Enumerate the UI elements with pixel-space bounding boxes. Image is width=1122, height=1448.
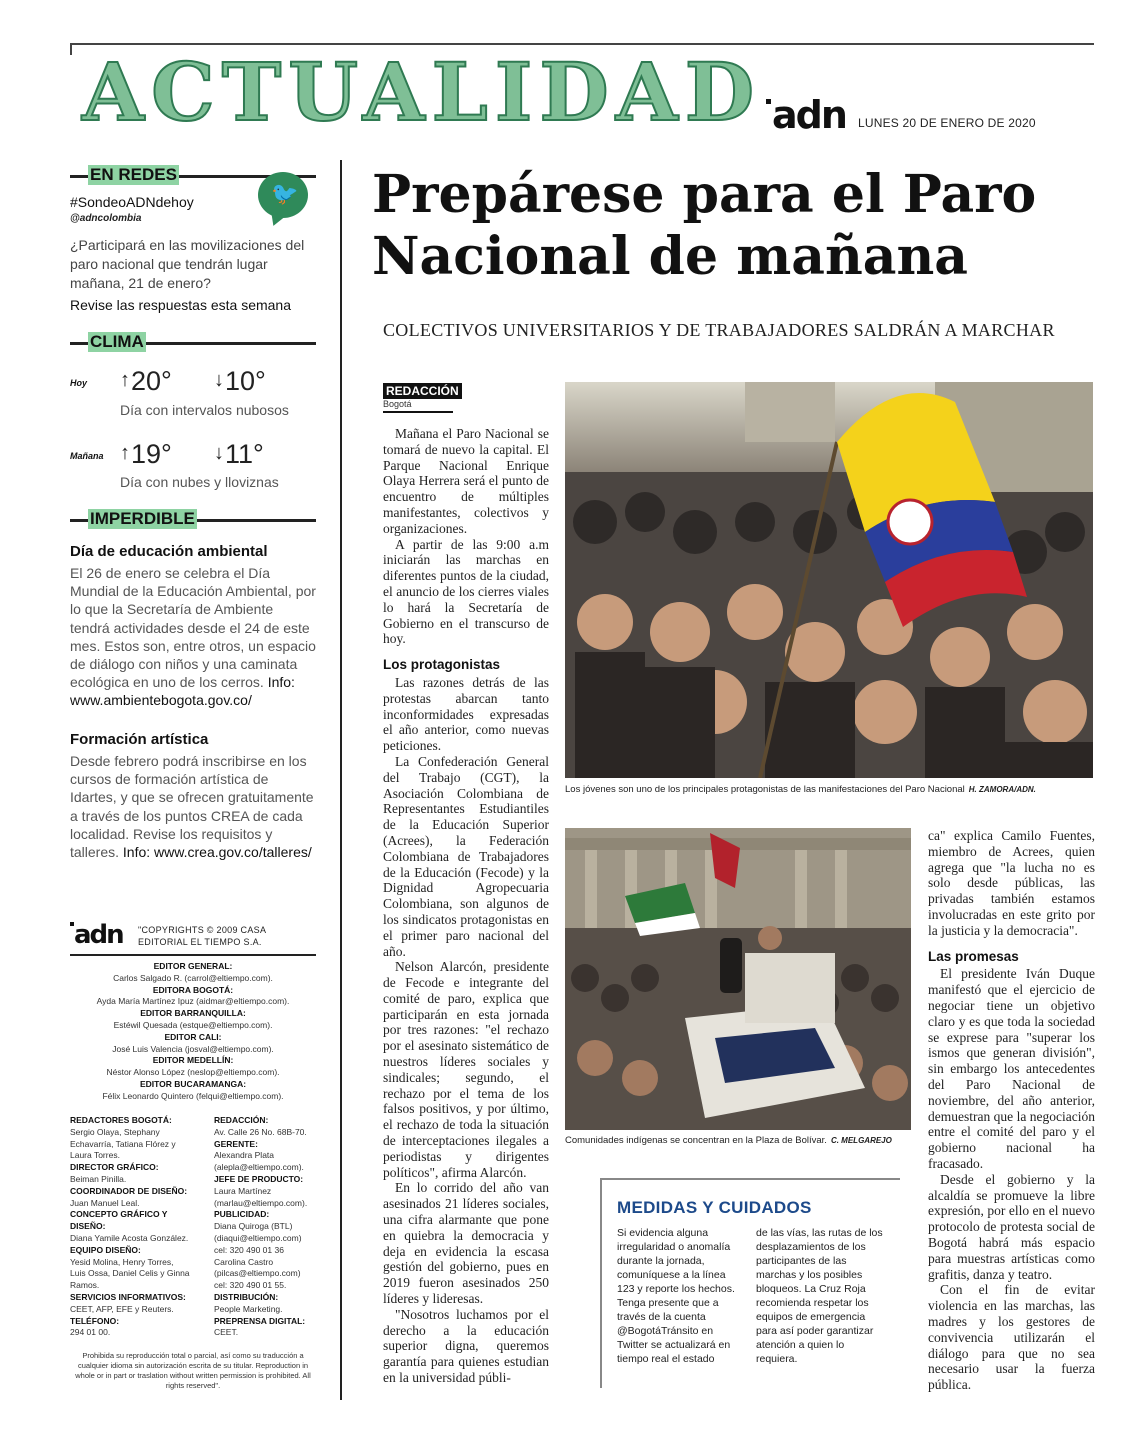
editors-list: EDITOR GENERAL: Carlos Salgado R. (carrol@eltiempo.com). EDITORA BOGOTÁ: Ayda María Martínez Ipuz (aidmar@eltiempo.com). EDITOR BARRANQUILLA: Estéwil Quesada (estque@eltiempo.com). EDITOR CALI: José Luis Valencia (josval@eltiempo.com). EDITOR MEDELLÍN: Néstor Alonso López (neslop@eltiempo.com). EDITOR BUCARAMANGA: Félix Leonardo Quintero (felqui@eltiempo.com). — [96, 961, 290, 1101]
byline-author: REDACCIÓN — [383, 383, 462, 399]
article-column-3 — [928, 828, 1095, 1393]
twitter-icon: 🐦 — [258, 172, 308, 218]
protest-photo-youth — [565, 382, 1093, 778]
brand-logo: adn — [766, 96, 846, 134]
arrow-up-icon: ↑ — [120, 442, 130, 464]
article-paragraph: Las razones detrás de las protestas abarcan tanto inconformidades expresadas el año anterior, como nuevas peticiones. — [383, 674, 549, 754]
article-paragraph: Con el fin de evitar violencia en las marchas, las madres y los gestores de convivencia utilizarán el diálogo para que no sea necesario usar la fuerza pública. — [928, 1282, 1095, 1393]
staff-list-left: REDACTORES BOGOTÁ: Sergio Olaya, Stephany Echavarría, Tatiana Flórez y Laura Torres. DIRECTOR GRÁFICO: Beiman Pinilla. COORDINADOR DE DISEÑO: Juan Manuel Leal. CONCEPTO GRÁFICO Y DISEÑO: Diana Yamile Acosta González. EQUIPO DISEÑO: Yesid Molina, Henry Torres, Luis Ossa, Daniel Celis y Ginna Ramos. SERVICIOS INFORMATIVOS: CEET, AFP, EFE y Reuters. TELÉFONO: 294 01 00. — [70, 1115, 190, 1338]
poll-hashtag[interactable]: #SondeoADNdehoy — [70, 194, 194, 210]
tips-box — [600, 1178, 900, 1388]
protest-photo-plaza — [565, 828, 911, 1130]
en-redes-label: EN REDES — [70, 166, 316, 186]
poll-question: ¿Participará en las movilizaciones del paro nacional que tendrán lugar mañana, 21 de enero? — [70, 237, 305, 291]
byline-rule — [383, 411, 453, 413]
article-column-1 — [383, 426, 549, 1386]
weather-max-today: ↑20° — [120, 366, 172, 396]
section-title: ACTUALIDAD — [82, 45, 762, 139]
tips-box-column-2: de las vías, las rutas de los desplazamientos de los participantes de las marchas y los posibles bloqueos. La Cruz Roja recomienda respetar los equipos de emergencia para así poder garantizar atención a quien lo requiera. — [756, 1227, 883, 1365]
weather-day-today: Hoy — [70, 378, 88, 388]
weather-desc-tomorrow: Día con nubes y lloviznas — [120, 474, 279, 490]
photo2-credit: C. MELGAREJO — [830, 1136, 892, 1145]
weather-max-tomorrow: ↑19° — [120, 439, 172, 469]
arrow-down-icon: ↓ — [214, 369, 224, 391]
article-paragraph: Nelson Alarcón, presidente de Fecode e integrante del comité de paro, explica que participarán en esta jornada por tres razones: "el rechazo por el asesinato sistemático de nuestros líderes sociales y sindicales; segundo, el rechazo por el tema de los falsos positivos, y por último, el rechazo de toda la situación de interceptaciones ilegales a periodistas y dirigentes políticos", afirma Alarcón. — [383, 959, 549, 1180]
tips-box-title: MEDIDAS Y CUIDADOS — [617, 1198, 812, 1217]
event-title: Día de educación ambiental — [70, 543, 268, 560]
article-headline: Prepárese para el Paro Nacional de mañana — [372, 164, 1037, 287]
staff-divider — [70, 954, 316, 956]
article-paragraph: Mañana el Paro Nacional se tomará de nuevo la capital. El Parque Nacional Enrique Olaya Herrera será el punto de encuentro de múltiples manifestantes, colectivos y organizaciones. — [383, 426, 549, 536]
protest-crowd-image — [565, 382, 1093, 778]
article-paragraph: ca" explica Camilo Fuentes, miembro de Acrees, quien agrega que "la lucha no es solo desde públicas, las privadas también estamos involucradas en este grito por la justicia y la democracia". — [928, 828, 1095, 938]
publication-date: LUNES 20 DE ENERO DE 2020 — [858, 116, 1036, 130]
byline-city: Bogotá — [383, 399, 412, 409]
clima-label: CLIMA — [70, 333, 316, 353]
article-subheading: Las promesas — [928, 948, 1019, 964]
arrow-down-icon: ↓ — [214, 442, 224, 464]
twitter-handle[interactable]: @adncolombia — [70, 213, 142, 224]
tips-box-column-1: Si evidencia alguna irregularidad o anomalía durante la jornada, comuníquese a la línea 123 y reporte los hechos. Tenga presente que a través de la cuenta @BogotáTránsito en Twitter se actualizará en tiempo real el estado — [617, 1227, 735, 1365]
event-body: El 26 de enero se celebra el Día Mundial de la Educación Ambiental, por lo que la Secretaría de Ambiente tendrá actividades desde el 24 de este mes. Estos son, entre otros, un espacio de diálogo con niños y una caminata ecológica en uno de los cerros. Info: www.ambientebogota.gov.co/ — [70, 565, 316, 709]
article-paragraph: En lo corrido del año van asesinados 21 líderes sociales, una cifra alarmante que pone en quiebra la democracia y deja en evidencia la escasa gestión del gobierno, pues en 2019 fueron asesinados 250 líderes y lideresas. — [383, 1180, 549, 1307]
photo1-caption: Los jóvenes son uno de los principales protagonistas de las manifestaciones del Paro Nacional H. ZAMORA/ADN. — [565, 784, 1036, 795]
plaza-crowd-image — [565, 828, 911, 1130]
photo1-credit: H. ZAMORA/ADN. — [968, 785, 1036, 794]
top-rule-tick — [70, 43, 72, 55]
event-body: Desde febrero podrá inscribirse en los cursos de formación artística de Idartes, y que se ofrecen gratuitamente a través de los puntos CREA de cada localidad. Revise los requisitos y talleres. Info: www.crea.gov.co/talleres/ — [70, 753, 314, 861]
weather-day-tomorrow: Mañana — [70, 451, 104, 461]
article-paragraph: A partir de las 9:00 a.m iniciarán las marchas en diferentes puntos de la ciudad, el anuncio de los cierres viales lo hará la Secretaría de Gobierno en el transcurso de hoy. — [383, 536, 549, 647]
poll-cta: Revise las respuestas esta semana — [70, 297, 291, 313]
legal-notice: Prohibida su reproducción total o parcial, así como su traducción a cualquier idioma sin autorización escrita de su titular. Reproduction in whole or in part or traslation without written permission is prohibited. All rights reserved". — [75, 1351, 311, 1390]
arrow-up-icon: ↑ — [120, 369, 130, 391]
weather-desc-today: Día con intervalos nubosos — [120, 402, 289, 418]
event-info-link[interactable]: Info: www.ambientebogota.gov.co/ — [70, 674, 295, 709]
copyright-notice: "COPYRIGHTS © 2009 CASA EDITORIAL EL TIEMPO S.A. — [138, 925, 266, 947]
article-paragraph: "Nosotros luchamos por el derecho a la educación superior digna, queremos garantía para quienes estudian en la universidad públi- — [383, 1306, 549, 1386]
article-paragraph: El presidente Iván Duque manifestó que el ejercicio de negociar tiene un objetivo claro y es que toda la sociedad se exprese para "superar los ismos que generan división", sin embargo los antecedentes del Paro Nacional de noviembre, del año anterior, demuestran que la negociación entre el comité del paro y el gobierno nacional ha fracasado. — [928, 966, 1095, 1171]
byline — [383, 380, 462, 409]
weather-min-today: ↓10° — [214, 366, 266, 396]
event-title: Formación artística — [70, 731, 209, 748]
staff-list-right: REDACCIÓN: Av. Calle 26 No. 68B-70. GERENTE: Alexandra Plata (alepla@eltiempo.com). JEFE DE PRODUCTO: Laura Martínez (marlau@eltiempo.com). PUBLICIDAD: Diana Quiroga (BTL) (diaqui@eltiempo.com) cel: 320 490 01 36 Carolina Castro (pilcas@eltiempo.com) cel: 320 490 01 55. DISTRIBUCIÓN: People Marketing. PREPRENSA DIGITAL: CEET. — [214, 1115, 308, 1338]
staff-brand-logo: adn — [70, 920, 123, 950]
column-divider — [340, 160, 342, 1400]
article-paragraph: Desde el gobierno y la alcaldía se promueve la libre expresión, por ello en el nuevo protocolo de protesta social de Bogotá habrá más espacio para muestras artísticas como grafitis, danza y teatro. — [928, 1171, 1095, 1282]
weather-min-tomorrow: ↓11° — [214, 439, 264, 469]
imperdible-label: IMPERDIBLE — [70, 510, 316, 530]
event-info-link[interactable]: Info: www.crea.gov.co/talleres/ — [122, 844, 312, 861]
article-paragraph: La Confederación General del Trabajo (CGT), la Asociación Colombiana de Representantes Estudiantiles de la Educación Superior (Acrees), la Federación Colombiana de Trabajadores de la Educación (Fecode) y la Dignidad Agropecuaria Colombiana, son algunos de los sindicatos protagonistas en el primer paro nacional del año. — [383, 753, 549, 959]
article-subhead: COLECTIVOS UNIVERSITARIOS Y DE TRABAJADORES SALDRÁN A MARCHAR — [383, 320, 1055, 340]
photo2-caption: Comunidades indígenas se concentran en la Plaza de Bolívar. C. MELGAREJO — [565, 1135, 892, 1146]
article-subheading: Los protagonistas — [383, 657, 501, 673]
